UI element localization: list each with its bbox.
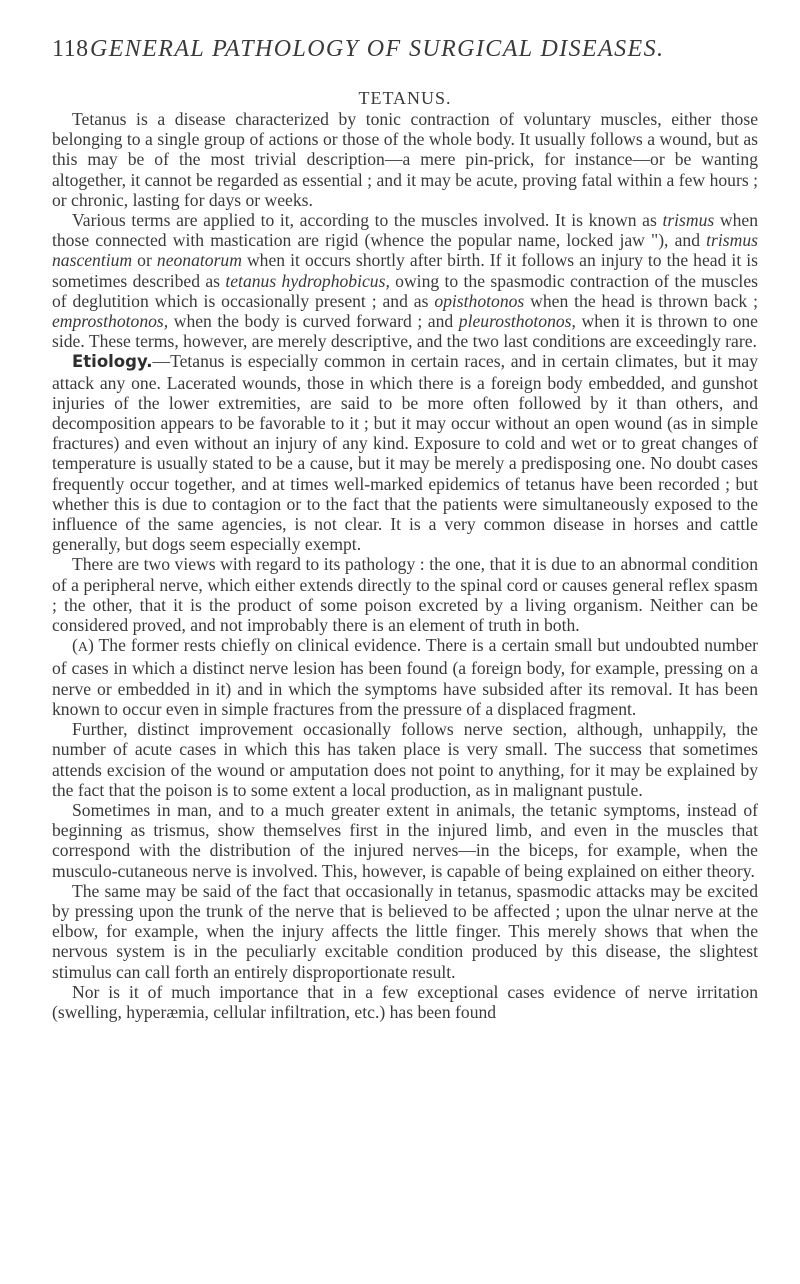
text-run: owing to the spasmodic contraction of the muscles of deglutition which is occasionally present ; and as bbox=[52, 270, 758, 311]
running-head bbox=[52, 36, 758, 66]
text-run: or bbox=[132, 250, 157, 271]
paragraph-p7 bbox=[52, 800, 758, 881]
text-run: Sometimes in man, and to a much greater extent in animals, the tetanic symptoms, instead of beginning as trismus, show themselves first in the injured limb, and even in the muscles that correspond with the distribution of the injured nerves—in the biceps, for example, when the musculo-cutaneous nerve is involved. This, however, is capable of being explained on either theory. bbox=[52, 799, 758, 881]
italic-term: opisthotonos bbox=[434, 290, 525, 311]
text-run: —Tetanus is especially common in certain races, and in certain climates, but it may attack any one. Lacerated wounds, those in which there is a foreign body embedded, and gunshot injuries of the lower extremities, are said to be more often followed by it than others, and decomposition appears to be favorable to it ; but it may occur without an open wound (as in simple fractures) and even without an injury of any kind. Exposure to cold and wet or to great changes of temperature is usually stated to be a cause, but it may be merely a predisposing one. No doubt cases frequently occur together, and at times well-marked epidemics of tetanus have been recorded ; but whether this is due to contagion or to the fact that the patients were simultaneously exposed to the influence of the same agencies, is not clear. It is a very common disease in horses and cattle generally, but dogs seem especially exempt. bbox=[52, 351, 758, 555]
text-run: ( bbox=[72, 635, 78, 656]
text-run: Various terms are applied to it, according to the muscles involved. It is known as bbox=[72, 210, 663, 231]
text-run: Nor is it of much importance that in a few exceptional cases evidence of nerve irritation (swelling, hyperæmia, cellular infiltration, etc.) has been found bbox=[52, 981, 758, 1022]
body-text bbox=[52, 109, 758, 1022]
text-run: when it is thrown to one side. These terms, however, are merely descriptive, and the two last conditions are exceedingly rare. bbox=[52, 311, 758, 352]
italic-term: trismus nascentium bbox=[52, 230, 758, 271]
text-run: Further, distinct improvement occasionally follows nerve section, although, unhappily, the number of acute cases in which this has taken place is very small. The success that sometimes attends excision of the wound or amputation does not point to anything, for it may be explained by the fact that the poison is to some extent a local production, as in malignant pustule. bbox=[52, 719, 758, 800]
italic-term: pleurosthotonos, bbox=[458, 311, 576, 332]
running-title: GENERAL PATHOLOGY OF SURGICAL DISEASES. bbox=[90, 36, 665, 62]
paragraph-p3 bbox=[52, 351, 758, 554]
text-run: Tetanus is a disease characterized by tonic contraction of voluntary muscles, either those belonging to a single group of actions or those of the whole body. It usually follows a wound, but as this may be of the most trivial description—a mere pin-prick, for instance—or be wanting altogether, it cannot be regarded as essential ; and it may be acute, proving fatal within a few hours ; or chronic, lasting for days or weeks. bbox=[52, 109, 758, 210]
italic-term: neonatorum bbox=[156, 250, 242, 271]
paragraph-p9 bbox=[52, 982, 758, 1022]
page-number: 118 bbox=[52, 36, 89, 62]
text-run: The same may be said of the fact that occasionally in tetanus, spasmodic attacks may be excited by pressing upon the trunk of the nerve that is believed to be affected ; upon the ulnar nerve at the elbow, for example, when the injury affects the little finger. This merely shows that when the nervous system is in the peculiarly excitable condition produced by this disease, the slightest stimulus can call forth an entirely disproportionate result. bbox=[52, 880, 758, 982]
text-run: when it occurs shortly after birth. If it follows an injury to the head it is sometimes described as bbox=[52, 250, 758, 291]
italic-term: trismus bbox=[662, 210, 715, 231]
paragraph-p4 bbox=[52, 554, 758, 635]
text-run: when the head is thrown back ; bbox=[524, 290, 758, 311]
text-run: when the body is curved forward ; and bbox=[168, 311, 459, 332]
italic-term: emprosthotonos, bbox=[52, 311, 169, 332]
italic-term: tetanus hydrophobicus, bbox=[225, 270, 390, 291]
side-heading: Etiology. bbox=[72, 352, 153, 372]
text-run: when those connected with mastication are rigid (whence the popular name, locked jaw "), and bbox=[52, 210, 758, 251]
paragraph-p2 bbox=[52, 210, 758, 351]
paragraph-p6 bbox=[52, 719, 758, 800]
paragraph-p8 bbox=[52, 881, 758, 982]
text-run: ) The former rests chiefly on clinical evidence. There is a certain small but undoubted number of cases in which a distinct nerve lesion has been found (a foreign body, for example, pressing on a nerve or embedded in it) and in which the symptoms have subsided after its removal. It has been known to occur even in simple fractures from the pressure of a displaced fragment. bbox=[52, 635, 758, 719]
paragraph-p1 bbox=[52, 109, 758, 210]
section-title: TETANUS. bbox=[358, 88, 452, 108]
text-run: There are two views with regard to its pathology : the one, that it is due to an abnormal condition of a peripheral nerve, which either extends directly to the spinal cord or causes general reflex spasm ; the other, that it is the product of some poison excreted by a living organism. Neither can be considered proved, and not improbably there is an element of truth in both. bbox=[52, 554, 758, 636]
paragraph-p5 bbox=[52, 635, 758, 719]
small-caps-letter: A bbox=[77, 640, 88, 656]
